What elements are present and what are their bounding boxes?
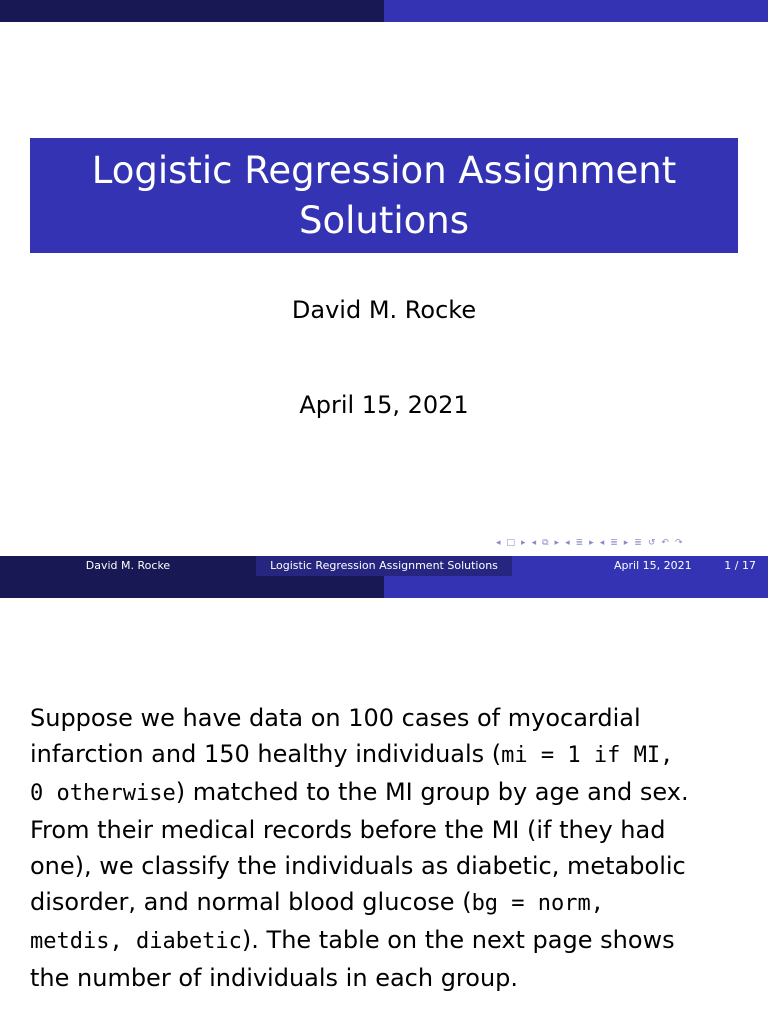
text-line-3: ) matched to the MI group by age and sex. <box>175 778 689 806</box>
text-line-4: From their medical records before the MI (if they had <box>30 816 666 844</box>
nav-next-section-icon[interactable]: ▸ <box>623 538 629 548</box>
top-header-bar <box>0 0 768 22</box>
nav-search-icon[interactable]: ↺ <box>647 538 656 548</box>
nav-next-subsection-icon[interactable]: ▸ <box>589 538 594 548</box>
nav-section-icon[interactable]: ≣ <box>610 538 618 548</box>
text-line-2: infarction and 150 healthy individuals ( <box>30 740 502 768</box>
nav-subsection-icon[interactable]: ≣ <box>575 538 584 548</box>
author-name: David M. Rocke <box>291 296 477 324</box>
title-box <box>30 138 738 253</box>
title-line-1: Logistic Regression Assignment <box>91 148 677 192</box>
text-line-6: disorder, and normal blood glucose ( <box>30 888 472 916</box>
second-bar-left <box>0 576 384 598</box>
code-metdis-diabetic: metdis, diabetic <box>30 929 242 954</box>
code-bg-norm: bg = norm, <box>471 891 605 916</box>
text-line-7: ). The table on the next page shows <box>241 926 675 954</box>
nav-next-frame-icon[interactable]: ▸ <box>554 538 560 548</box>
nav-prev-subsection-icon[interactable]: ◂ <box>565 538 570 548</box>
text-line-1: Suppose we have data on 100 cases of myocardial <box>30 704 641 732</box>
nav-prev-slide-icon[interactable]: ◂ <box>496 538 501 548</box>
nav-back-icon[interactable]: ↶ <box>661 538 669 548</box>
second-bar-right <box>384 576 768 598</box>
nav-prev-section-icon[interactable]: ◂ <box>599 538 605 548</box>
code-otherwise: 0 otherwise <box>30 781 176 806</box>
nav-align-icon[interactable]: ≣ <box>634 538 642 548</box>
slide-title <box>92 146 677 246</box>
footer-date-page <box>512 556 768 576</box>
nav-next-slide-icon[interactable]: ▸ <box>521 538 526 548</box>
footer-date: April 15, 2021 <box>614 559 692 572</box>
top-bar-left <box>0 0 384 22</box>
nav-forward-icon[interactable]: ↷ <box>674 538 683 548</box>
text-line-8: the number of individuals in each group. <box>30 964 519 992</box>
problem-description <box>30 700 745 996</box>
footer-page-number: 1 / 17 <box>724 559 756 572</box>
nav-frame-icon[interactable]: ⧉ <box>542 538 549 548</box>
nav-prev-frame-icon[interactable]: ◂ <box>531 538 537 548</box>
slide-footer <box>0 556 768 576</box>
presentation-date: April 15, 2021 <box>299 391 469 419</box>
beamer-navigation-controls[interactable] <box>496 538 764 552</box>
text-line-5: one), we classify the individuals as diabetic, metabolic <box>30 852 686 880</box>
code-mi-definition: mi = 1 if MI, <box>501 743 674 768</box>
second-slide-header-bar <box>0 576 768 598</box>
title-line-2: Solutions <box>298 198 469 242</box>
top-bar-right <box>384 0 768 22</box>
footer-author: David M. Rocke <box>0 556 256 576</box>
nav-slide-icon[interactable]: □ <box>506 538 516 548</box>
footer-title: Logistic Regression Assignment Solutions <box>256 556 512 576</box>
